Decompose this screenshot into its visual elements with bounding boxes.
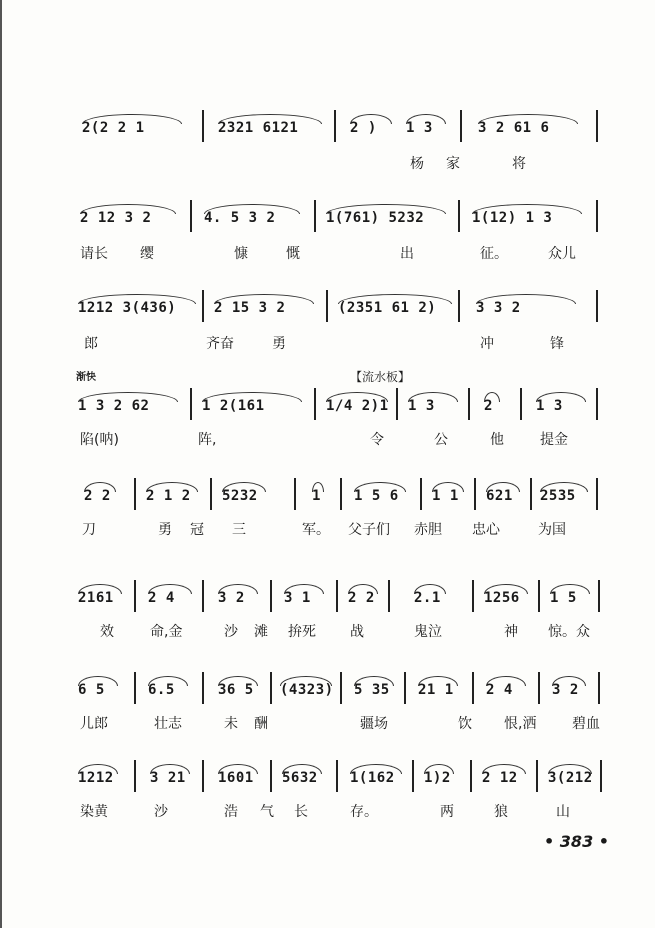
lyric-word: 狼 [494, 804, 508, 820]
note-group: 1 3 2 62 [78, 392, 178, 420]
lyric-word: 两 [440, 804, 454, 820]
note-group: 1 3 [408, 392, 458, 420]
note-group: 2 12 [482, 764, 526, 792]
barline [270, 760, 272, 792]
barline [340, 478, 342, 510]
barline [336, 580, 338, 612]
barline [314, 200, 316, 232]
lyric-word: 慷 [234, 246, 248, 262]
note-group: 1)2 [424, 764, 454, 792]
lyric-word: 拚死 [288, 624, 316, 640]
barline [202, 290, 204, 322]
lyric-word: 公 [434, 432, 448, 448]
note-group: 6 5 [78, 676, 118, 704]
lyric-word: 赤胆 [414, 522, 442, 538]
note-group: 1 5 [550, 584, 590, 612]
lyric-line-3 [74, 334, 614, 354]
note-group: 2 15 3 2 [214, 294, 314, 322]
lyric-word: 山 [556, 804, 570, 820]
lyric-word: 冠 [190, 522, 204, 538]
notation-line-3 [74, 294, 614, 322]
barline [412, 760, 414, 792]
barline [210, 478, 212, 510]
lyric-line-4 [74, 430, 614, 450]
lyric-word: 三 [232, 522, 246, 538]
barline [598, 672, 600, 704]
lyric-word: 儿郎 [80, 716, 108, 732]
lyric-word: 命,金 [150, 624, 183, 640]
notation-line-1 [74, 114, 614, 142]
note-group: 5 35 [354, 676, 394, 704]
barline [134, 760, 136, 792]
lyric-word: 勇 [272, 336, 286, 352]
lyric-word: 沙 [224, 624, 238, 640]
note-group: 1 5 6 [354, 482, 406, 510]
lyric-word: 令 [370, 432, 384, 448]
note-group: 36 5 [218, 676, 258, 704]
note-group: 1 [312, 482, 324, 510]
lyric-word: 疆场 [360, 716, 388, 732]
lyric-word: 郎 [84, 336, 98, 352]
barline [470, 760, 472, 792]
barline [134, 672, 136, 704]
lyric-word: 提金 [540, 432, 568, 448]
tempo-mark-fast: 渐快 [76, 372, 96, 383]
barline [468, 388, 470, 420]
note-group: 6.5 [148, 676, 188, 704]
lyric-word: 长 [294, 804, 308, 820]
lyric-line-7 [74, 714, 614, 734]
barline [270, 672, 272, 704]
note-group: (4323) [280, 676, 332, 704]
barline [598, 580, 600, 612]
lyric-word: 冲 [480, 336, 494, 352]
note-group: 2161 [78, 584, 122, 612]
note-group: 1 1 [432, 482, 464, 510]
barline [520, 388, 522, 420]
barline [536, 760, 538, 792]
lyric-word: 染黄 [80, 804, 108, 820]
note-group: 2(2 2 1 [82, 114, 182, 142]
note-group: 3 2 61 6 [478, 114, 578, 142]
note-group: 2 1 2 [146, 482, 198, 510]
barline [202, 672, 204, 704]
notation-line-2 [74, 204, 614, 232]
note-group: 3(212 [548, 764, 592, 792]
notation-line-8 [74, 764, 614, 792]
barline [596, 388, 598, 420]
note-group: 1601 [218, 764, 258, 792]
lyric-word: 未 [224, 716, 238, 732]
note-group: 2 ) [350, 114, 392, 142]
note-group: 1(162 [350, 764, 402, 792]
note-group: 1 2(161 [202, 392, 302, 420]
lyric-word: 众儿 [548, 246, 576, 262]
barline [420, 478, 422, 510]
notation-line-5 [74, 482, 614, 510]
lyric-word: 滩 [254, 624, 268, 640]
page-left-edge [0, 0, 2, 928]
note-group: 3 3 2 [476, 294, 576, 322]
lyric-word: 战 [350, 624, 364, 640]
barline [538, 580, 540, 612]
note-group: 2 12 3 2 [80, 204, 176, 232]
lyric-word: 慨 [286, 246, 300, 262]
lyric-word: 碧血 [572, 716, 600, 732]
barline [190, 200, 192, 232]
lyric-word: 征。 [480, 246, 508, 262]
lyric-word: 请长 [80, 246, 108, 262]
note-group: 1256 [484, 584, 528, 612]
note-group: 1 3 [536, 392, 586, 420]
lyric-word: 气 [260, 804, 274, 820]
lyric-word: 父子们 [348, 522, 390, 538]
lyric-word: 效 [100, 624, 114, 640]
note-group: 621 [486, 482, 520, 510]
barline [530, 478, 532, 510]
note-group: 1 3 [406, 114, 446, 142]
note-group: 2 2 [348, 584, 378, 612]
barline [460, 110, 462, 142]
lyric-word: 勇 [158, 522, 172, 538]
barline [596, 200, 598, 232]
barline [202, 110, 204, 142]
barline [404, 672, 406, 704]
barline [336, 760, 338, 792]
lyric-line-2 [74, 244, 614, 264]
note-group: 1(12) 1 3 [472, 204, 582, 232]
barline [326, 290, 328, 322]
lyric-word: 忠心 [472, 522, 500, 538]
lyric-word: 浩 [224, 804, 238, 820]
note-group: 1212 3(436) [78, 294, 196, 322]
barline [596, 478, 598, 510]
notation-line-4 [74, 392, 614, 420]
note-group: 2.1 [414, 584, 446, 612]
barline [340, 672, 342, 704]
lyric-word: 恨,洒 [504, 716, 537, 732]
lyric-word: 存。 [350, 804, 378, 820]
notation-line-6 [74, 584, 614, 612]
barline [134, 478, 136, 510]
note-group: 1/4 2)1 [326, 392, 388, 420]
note-group: 2 [484, 392, 500, 420]
lyric-word: 陷(呐) [80, 432, 119, 448]
note-group: 2321 6121 [218, 114, 322, 142]
tempo-banner: 【流水板】 [350, 370, 411, 384]
lyric-word: 为国 [538, 522, 566, 538]
lyric-word: 出 [400, 246, 414, 262]
barline [134, 580, 136, 612]
lyric-word: 酬 [254, 716, 268, 732]
note-group: 5632 [282, 764, 322, 792]
note-group: 21 1 [418, 676, 458, 704]
barline [458, 200, 460, 232]
note-group: 1(761) 5232 [326, 204, 446, 232]
note-group: 3 21 [150, 764, 190, 792]
lyric-word: 家 [446, 156, 460, 172]
lyric-word: 鬼泣 [414, 624, 442, 640]
lyric-word: 沙 [154, 804, 168, 820]
lyric-word: 神 [504, 624, 518, 640]
lyric-word: 缨 [140, 246, 154, 262]
note-group: 2 2 [84, 482, 116, 510]
note-group: 2 4 [148, 584, 192, 612]
barline [596, 290, 598, 322]
page-number: • 383 • [544, 832, 609, 851]
lyric-word: 齐奋 [206, 336, 234, 352]
barline [396, 388, 398, 420]
lyric-word: 阵, [198, 432, 217, 448]
barline [314, 388, 316, 420]
note-group: 5232 [222, 482, 266, 510]
barline [388, 580, 390, 612]
note-group: 4. 5 3 2 [204, 204, 300, 232]
barline [190, 388, 192, 420]
barline [600, 760, 602, 792]
lyric-line-8 [74, 802, 614, 822]
note-group: 1212 [78, 764, 118, 792]
note-group: 3 1 [284, 584, 324, 612]
barline [472, 672, 474, 704]
note-group: (2351 61 2) [338, 294, 452, 322]
lyric-word: 杨 [410, 156, 424, 172]
lyric-line-6 [74, 622, 614, 642]
barline [596, 110, 598, 142]
barline [458, 290, 460, 322]
note-group: 3 2 [218, 584, 258, 612]
barline [294, 478, 296, 510]
lyric-word: 锋 [550, 336, 564, 352]
lyric-line-5 [74, 520, 614, 540]
lyric-word: 壮志 [154, 716, 182, 732]
lyric-word: 军。 [302, 522, 330, 538]
barline [202, 760, 204, 792]
lyric-word: 饮 [458, 716, 472, 732]
note-group: 2535 [540, 482, 588, 510]
barline [270, 580, 272, 612]
note-group: 2 4 [486, 676, 526, 704]
barline [538, 672, 540, 704]
barline [202, 580, 204, 612]
lyric-line-1 [74, 154, 614, 174]
lyric-word: 刀 [82, 522, 96, 538]
lyric-word: 将 [512, 156, 526, 172]
lyric-word: 他 [490, 432, 504, 448]
barline [334, 110, 336, 142]
lyric-word: 惊。众 [548, 624, 590, 640]
barline [474, 478, 476, 510]
barline [472, 580, 474, 612]
note-group: 3 2 [552, 676, 586, 704]
notation-line-7 [74, 676, 614, 704]
